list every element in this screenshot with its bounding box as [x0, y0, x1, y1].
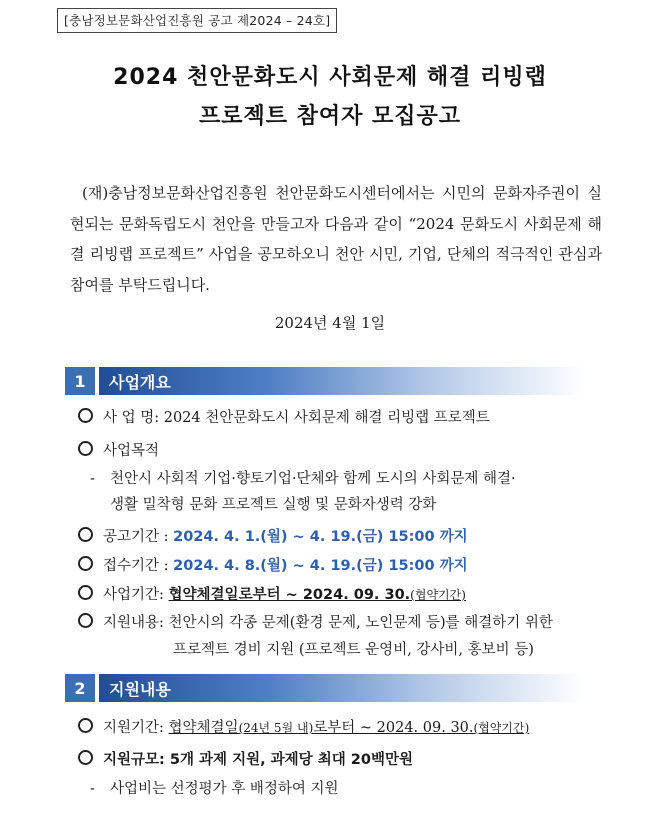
purpose-detail-line2: 생활 밀착형 문화 프로젝트 실행 및 문화자생력 강화	[110, 497, 437, 513]
support-scale-text: 지원규모: 5개 과제 지원, 과제당 최대 20백만원	[103, 752, 413, 768]
list-item-support-period	[78, 716, 529, 737]
list-item-receipt-period	[78, 554, 468, 575]
support-period-value-d: (협약기간)	[473, 721, 530, 735]
section-header-overview	[65, 367, 585, 395]
budget-note-line	[90, 777, 339, 798]
circle-bullet-icon	[78, 556, 93, 571]
list-item-project-period	[78, 583, 466, 604]
circle-bullet-icon	[78, 408, 93, 423]
section-title: 지원내용	[99, 674, 585, 702]
dash-bullet-icon: -	[90, 471, 95, 487]
notice-period-label: 공고기간 :	[103, 529, 174, 545]
support-content-label: 지원내용:	[103, 615, 169, 631]
purpose-label: 사업목적	[103, 443, 160, 459]
project-period-label: 사업기간:	[103, 587, 169, 603]
section-title: 사업개요	[99, 367, 585, 395]
section-number: 2	[65, 674, 95, 702]
circle-bullet-icon	[78, 613, 93, 628]
list-item-project-name	[78, 406, 490, 427]
project-period-value: 협약체결일로부터 ~ 2024. 09. 30.	[168, 587, 411, 603]
circle-bullet-icon	[78, 527, 93, 542]
support-content-line1: 천안시의 각종 문제(환경 문제, 노인문제 등)를 해결하기 위한	[168, 615, 553, 631]
dash-bullet-icon: -	[90, 781, 95, 797]
page-title-line2: 프로젝트 참여자 모집공고	[198, 104, 462, 129]
project-period-note: (협약기간)	[410, 588, 466, 602]
circle-bullet-icon	[78, 718, 93, 733]
support-period-value-a: 협약체결일	[168, 720, 239, 736]
purpose-line1-text: 천안시 사회적 기업·향토기업·단체와 함께 도시의 사회문제 해결·	[110, 471, 516, 487]
list-item-notice-period	[78, 525, 468, 546]
list-item-support-content	[78, 611, 553, 632]
circle-bullet-icon	[78, 441, 93, 456]
page-title-line1: 2024 천안문화도시 사회문제 해결 리빙랩	[113, 65, 547, 90]
notice-period-value: 2024. 4. 1.(월) ~ 4. 19.(금) 15:00 까지	[173, 529, 468, 545]
circle-bullet-icon	[78, 750, 93, 765]
intro-paragraph: (재)충남정보문화산업진흥원 천안문화도시센터에서는 시민의 문화자주권이 실현되는 문화독립도시 천안을 만들고자 다음과 같이 “2024 문화도시 사회문제 해결 리빙랩 프로젝트” 사업을 공모하오니 천안 시민, 기업, 단체의 적극적인 관심과 참여를 부탁드립니다.	[70, 184, 602, 294]
project-name-text: 사 업 명: 2024 천안문화도시 사회문제 해결 리빙랩 프로젝트	[103, 410, 490, 426]
announcement-date: 2024년 4월 1일	[274, 314, 386, 332]
support-period-label: 지원기간:	[103, 720, 169, 736]
announcement-number: [충남정보문화산업진흥원 공고 제2024 – 24호]	[57, 8, 337, 33]
receipt-period-label: 접수기간 :	[103, 558, 174, 574]
support-period-value-b: (24년 5월 내)	[238, 721, 314, 735]
section-header-support	[65, 674, 585, 702]
purpose-detail-line1	[90, 467, 516, 488]
budget-note-text: 사업비는 선정평가 후 배정하여 지원	[110, 781, 339, 797]
receipt-period-value: 2024. 4. 8.(월) ~ 4. 19.(금) 15:00 까지	[173, 558, 468, 574]
circle-bullet-icon	[78, 585, 93, 600]
support-period-value-c: 로부터 ~ 2024. 09. 30.	[313, 720, 474, 736]
support-content-line2: 프로젝트 경비 지원 (프로젝트 운영비, 강사비, 홍보비 등)	[173, 642, 534, 658]
list-item-support-scale	[78, 748, 413, 769]
list-item-purpose	[78, 439, 159, 460]
section-number: 1	[65, 367, 95, 395]
